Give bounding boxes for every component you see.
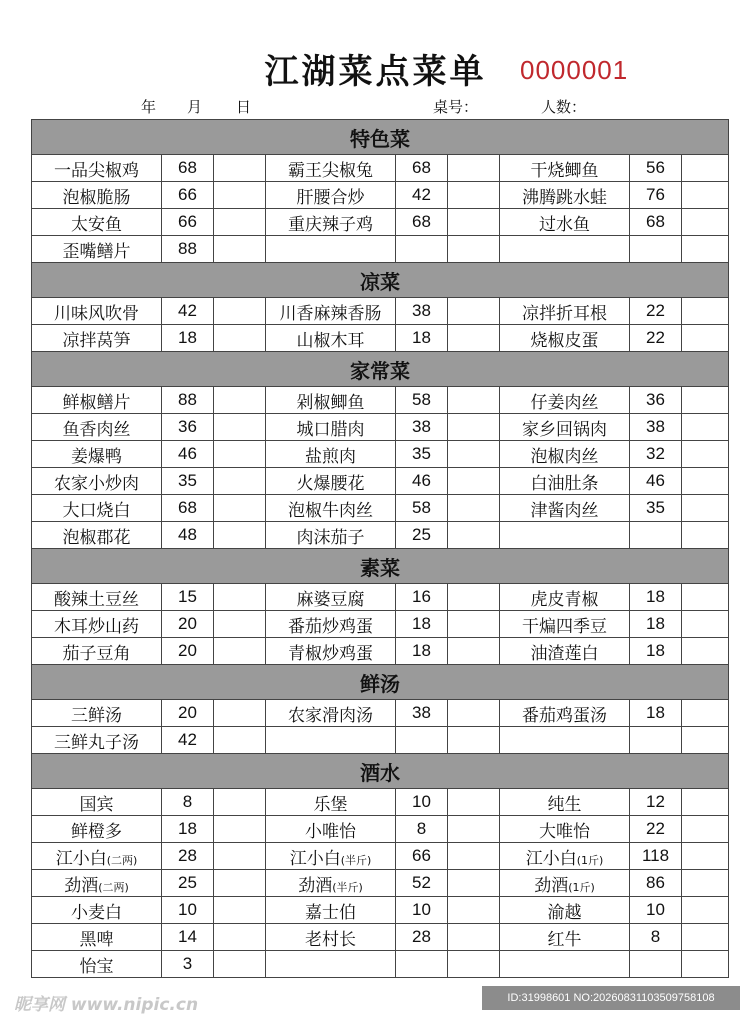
quantity-cell [448, 870, 500, 897]
menu-row [32, 951, 729, 978]
quantity-cell [448, 611, 500, 638]
dish-price: 8 [396, 816, 448, 843]
quantity-cell [448, 414, 500, 441]
dish-name: 泡椒脆肠 [32, 182, 162, 209]
quantity-cell [448, 182, 500, 209]
menu-row [32, 700, 729, 727]
dish-price [630, 236, 682, 263]
quantity-cell [448, 727, 500, 754]
dish-price: 52 [396, 870, 448, 897]
dish-price: 35 [396, 441, 448, 468]
dish-volume: (半斤) [332, 880, 363, 894]
quantity-cell [214, 611, 266, 638]
dish-name: 山椒木耳 [266, 325, 396, 352]
dish-price: 15 [162, 584, 214, 611]
quantity-cell [214, 700, 266, 727]
dish-name: 肝腰合炒 [266, 182, 396, 209]
quantity-cell [682, 584, 729, 611]
dish-volume: (二两) [106, 853, 138, 867]
dish-price: 35 [630, 495, 682, 522]
dish-price: 18 [396, 325, 448, 352]
dish-price [630, 951, 682, 978]
dish-name: 凉拌莴笋 [32, 325, 162, 352]
dish-price: 46 [396, 468, 448, 495]
dish-price: 68 [396, 155, 448, 182]
dish-name [500, 951, 630, 978]
section-header [32, 754, 729, 789]
dish-price: 3 [162, 951, 214, 978]
quantity-cell [214, 951, 266, 978]
section-title: 酒水 [32, 754, 729, 789]
dish-name: 干烧鲫鱼 [500, 155, 630, 182]
dish-price: 20 [162, 700, 214, 727]
dish-price: 66 [396, 843, 448, 870]
quantity-cell [448, 209, 500, 236]
dish-name: 泡椒郡花 [32, 522, 162, 549]
dish-name: 茄子豆角 [32, 638, 162, 665]
dish-name: 青椒炒鸡蛋 [266, 638, 396, 665]
dish-name: 泡椒肉丝 [500, 441, 630, 468]
section-header [32, 263, 729, 298]
dish-name: 农家小炒肉 [32, 468, 162, 495]
dish-price: 36 [162, 414, 214, 441]
menu-title: 江湖菜点菜单 [264, 52, 487, 92]
quantity-cell [682, 209, 729, 236]
dish-volume: (半斤) [340, 853, 372, 867]
dish-price: 16 [396, 584, 448, 611]
dish-price: 10 [630, 897, 682, 924]
menu-row [32, 182, 729, 209]
menu-row [32, 441, 729, 468]
quantity-cell [448, 468, 500, 495]
dish-name: 火爆腰花 [266, 468, 396, 495]
menu-row [32, 387, 729, 414]
dish-price: 38 [396, 414, 448, 441]
dish-name: 太安鱼 [32, 209, 162, 236]
menu-row [32, 155, 729, 182]
dish-price: 18 [630, 584, 682, 611]
dish-price: 58 [396, 495, 448, 522]
dish-price: 10 [162, 897, 214, 924]
dish-name: 大唯怡 [500, 816, 630, 843]
dish-name: 泡椒牛肉丝 [266, 495, 396, 522]
dish-name: 乐堡 [266, 789, 396, 816]
quantity-cell [448, 951, 500, 978]
dish-name: 川香麻辣香肠 [266, 298, 396, 325]
guest-count-label: 人数： [541, 98, 587, 116]
dish-name: 油渣莲白 [500, 638, 630, 665]
quantity-cell [682, 468, 729, 495]
dish-price: 18 [630, 611, 682, 638]
dish-price [630, 727, 682, 754]
dish-price: 86 [630, 870, 682, 897]
dish-name: 劲酒(二两) [32, 870, 162, 897]
dish-name: 鲜椒鳝片 [32, 387, 162, 414]
order-number: 0000001 [520, 55, 629, 85]
quantity-cell [214, 236, 266, 263]
dish-price: 76 [630, 182, 682, 209]
dish-price: 18 [162, 816, 214, 843]
quantity-cell [214, 495, 266, 522]
quantity-cell [682, 325, 729, 352]
dish-name [266, 727, 396, 754]
quantity-cell [214, 638, 266, 665]
dish-price: 22 [630, 325, 682, 352]
menu-row [32, 897, 729, 924]
dish-price: 68 [162, 495, 214, 522]
quantity-cell [448, 843, 500, 870]
dish-volume: (1斤) [568, 880, 595, 894]
quantity-cell [682, 816, 729, 843]
section-title: 凉菜 [32, 263, 729, 298]
dish-price: 18 [396, 638, 448, 665]
dish-name: 过水鱼 [500, 209, 630, 236]
quantity-cell [214, 468, 266, 495]
dish-name: 川味风吹骨 [32, 298, 162, 325]
menu-row [32, 924, 729, 951]
dish-name: 肉沫茄子 [266, 522, 396, 549]
quantity-cell [448, 441, 500, 468]
quantity-cell [682, 522, 729, 549]
dish-name: 姜爆鸭 [32, 441, 162, 468]
menu-row [32, 816, 729, 843]
quantity-cell [448, 584, 500, 611]
quantity-cell [214, 298, 266, 325]
dish-name: 白油肚条 [500, 468, 630, 495]
dish-price: 46 [630, 468, 682, 495]
dish-name: 津酱肉丝 [500, 495, 630, 522]
dish-name: 干煸四季豆 [500, 611, 630, 638]
dish-price: 68 [396, 209, 448, 236]
dish-name: 剁椒鲫鱼 [266, 387, 396, 414]
dish-name: 大口烧白 [32, 495, 162, 522]
dish-name: 酸辣土豆丝 [32, 584, 162, 611]
menu-row [32, 468, 729, 495]
menu-row [32, 789, 729, 816]
dish-name: 番茄鸡蛋汤 [500, 700, 630, 727]
dish-price: 18 [162, 325, 214, 352]
menu-row [32, 325, 729, 352]
quantity-cell [682, 441, 729, 468]
dish-price: 12 [630, 789, 682, 816]
quantity-cell [448, 236, 500, 263]
dish-price: 18 [396, 611, 448, 638]
dish-name: 江小白(二两) [32, 843, 162, 870]
dish-price: 46 [162, 441, 214, 468]
dish-price: 20 [162, 638, 214, 665]
quantity-cell [682, 700, 729, 727]
menu-row [32, 209, 729, 236]
quantity-cell [214, 325, 266, 352]
dish-name: 盐煎肉 [266, 441, 396, 468]
dish-price: 42 [396, 182, 448, 209]
section-header [32, 120, 729, 155]
dish-price [396, 951, 448, 978]
day-label: 日 [236, 98, 252, 116]
quantity-cell [214, 727, 266, 754]
dish-name: 小麦白 [32, 897, 162, 924]
section-title: 特色菜 [32, 120, 729, 155]
dish-name: 三鲜汤 [32, 700, 162, 727]
dish-price: 14 [162, 924, 214, 951]
watermark-logo: 昵享网 www.nipic.cn [14, 995, 199, 1015]
quantity-cell [448, 522, 500, 549]
quantity-cell [682, 611, 729, 638]
dish-price: 35 [162, 468, 214, 495]
dish-price: 42 [162, 727, 214, 754]
dish-name: 渝越 [500, 897, 630, 924]
dish-name: 虎皮青椒 [500, 584, 630, 611]
dish-name: 三鲜丸子汤 [32, 727, 162, 754]
dish-name: 怡宝 [32, 951, 162, 978]
dish-price: 10 [396, 789, 448, 816]
dish-price: 118 [630, 843, 682, 870]
dish-name: 歪嘴鳝片 [32, 236, 162, 263]
section-title: 鲜汤 [32, 665, 729, 700]
dish-name: 沸腾跳水蛙 [500, 182, 630, 209]
dish-price: 48 [162, 522, 214, 549]
dish-price: 8 [630, 924, 682, 951]
dish-name: 小唯怡 [266, 816, 396, 843]
dish-name: 老村长 [266, 924, 396, 951]
quantity-cell [214, 843, 266, 870]
section-header [32, 352, 729, 387]
dish-price: 18 [630, 700, 682, 727]
dish-price: 88 [162, 387, 214, 414]
dish-price [630, 522, 682, 549]
menu-row [32, 638, 729, 665]
quantity-cell [682, 182, 729, 209]
quantity-cell [214, 789, 266, 816]
dish-price: 25 [162, 870, 214, 897]
dish-price: 68 [630, 209, 682, 236]
quantity-cell [682, 298, 729, 325]
quantity-cell [682, 414, 729, 441]
quantity-cell [448, 387, 500, 414]
dish-price: 20 [162, 611, 214, 638]
dish-price: 38 [396, 298, 448, 325]
year-label: 年 [141, 98, 157, 116]
dish-name: 木耳炒山药 [32, 611, 162, 638]
menu-row [32, 611, 729, 638]
dish-name: 嘉士伯 [266, 897, 396, 924]
dish-name: 霸王尖椒兔 [266, 155, 396, 182]
dish-name: 农家滑肉汤 [266, 700, 396, 727]
quantity-cell [682, 924, 729, 951]
dish-price: 36 [630, 387, 682, 414]
quantity-cell [214, 870, 266, 897]
menu-row [32, 414, 729, 441]
quantity-cell [682, 236, 729, 263]
menu-row [32, 843, 729, 870]
quantity-cell [682, 789, 729, 816]
dish-price [396, 236, 448, 263]
menu-row [32, 236, 729, 263]
dish-price: 38 [396, 700, 448, 727]
dish-name: 红牛 [500, 924, 630, 951]
quantity-cell [682, 387, 729, 414]
dish-volume: (二两) [98, 880, 129, 894]
dish-name: 凉拌折耳根 [500, 298, 630, 325]
quantity-cell [448, 298, 500, 325]
quantity-cell [448, 638, 500, 665]
quantity-cell [448, 789, 500, 816]
dish-name: 麻婆豆腐 [266, 584, 396, 611]
dish-price: 68 [162, 155, 214, 182]
quantity-cell [214, 924, 266, 951]
dish-price: 88 [162, 236, 214, 263]
dish-price: 32 [630, 441, 682, 468]
quantity-cell [682, 155, 729, 182]
dish-name [500, 522, 630, 549]
dish-name: 仔姜肉丝 [500, 387, 630, 414]
quantity-cell [682, 727, 729, 754]
quantity-cell [214, 441, 266, 468]
menu-row [32, 495, 729, 522]
quantity-cell [682, 951, 729, 978]
quantity-cell [682, 495, 729, 522]
quantity-cell [448, 924, 500, 951]
dish-name: 重庆辣子鸡 [266, 209, 396, 236]
quantity-cell [214, 155, 266, 182]
menu-row [32, 522, 729, 549]
menu-row [32, 298, 729, 325]
menu-row [32, 727, 729, 754]
quantity-cell [448, 816, 500, 843]
dish-volume: (1斤) [576, 853, 604, 867]
section-header [32, 665, 729, 700]
dish-name: 国宾 [32, 789, 162, 816]
dish-price: 10 [396, 897, 448, 924]
quantity-cell [214, 897, 266, 924]
dish-name [500, 727, 630, 754]
quantity-cell [448, 700, 500, 727]
quantity-cell [214, 182, 266, 209]
quantity-cell [448, 155, 500, 182]
menu-table [31, 119, 729, 978]
dish-name [266, 236, 396, 263]
dish-price [396, 727, 448, 754]
dish-name: 番茄炒鸡蛋 [266, 611, 396, 638]
quantity-cell [682, 843, 729, 870]
dish-price: 66 [162, 209, 214, 236]
dish-name: 城口腊肉 [266, 414, 396, 441]
dish-name: 黑啤 [32, 924, 162, 951]
quantity-cell [214, 414, 266, 441]
quantity-cell [682, 870, 729, 897]
menu-row [32, 584, 729, 611]
dish-price: 22 [630, 816, 682, 843]
dish-name: 烧椒皮蛋 [500, 325, 630, 352]
watermark-id: ID:31998601 NO:20260831103509758108 [482, 986, 740, 1010]
dish-name [500, 236, 630, 263]
quantity-cell [214, 209, 266, 236]
dish-price: 66 [162, 182, 214, 209]
dish-price: 8 [162, 789, 214, 816]
dish-name: 江小白(1斤) [500, 843, 630, 870]
dish-name: 鱼香肉丝 [32, 414, 162, 441]
quantity-cell [214, 584, 266, 611]
dish-name: 劲酒(1斤) [500, 870, 630, 897]
section-title: 家常菜 [32, 352, 729, 387]
dish-name: 江小白(半斤) [266, 843, 396, 870]
dish-price: 58 [396, 387, 448, 414]
quantity-cell [448, 495, 500, 522]
month-label: 月 [187, 98, 203, 116]
dish-name: 一品尖椒鸡 [32, 155, 162, 182]
dish-price: 25 [396, 522, 448, 549]
quantity-cell [682, 897, 729, 924]
section-header [32, 549, 729, 584]
dish-price: 28 [396, 924, 448, 951]
quantity-cell [448, 897, 500, 924]
dish-price: 42 [162, 298, 214, 325]
dish-name: 鲜橙多 [32, 816, 162, 843]
table-number-label: 桌号： [433, 98, 479, 116]
dish-price: 28 [162, 843, 214, 870]
quantity-cell [448, 325, 500, 352]
quantity-cell [682, 638, 729, 665]
quantity-cell [214, 522, 266, 549]
quantity-cell [214, 387, 266, 414]
quantity-cell [214, 816, 266, 843]
dish-name: 家乡回锅肉 [500, 414, 630, 441]
dish-price: 22 [630, 298, 682, 325]
dish-price: 56 [630, 155, 682, 182]
section-title: 素菜 [32, 549, 729, 584]
dish-price: 18 [630, 638, 682, 665]
dish-name: 劲酒(半斤) [266, 870, 396, 897]
menu-row [32, 870, 729, 897]
dish-name [266, 951, 396, 978]
dish-name: 纯生 [500, 789, 630, 816]
dish-price: 38 [630, 414, 682, 441]
